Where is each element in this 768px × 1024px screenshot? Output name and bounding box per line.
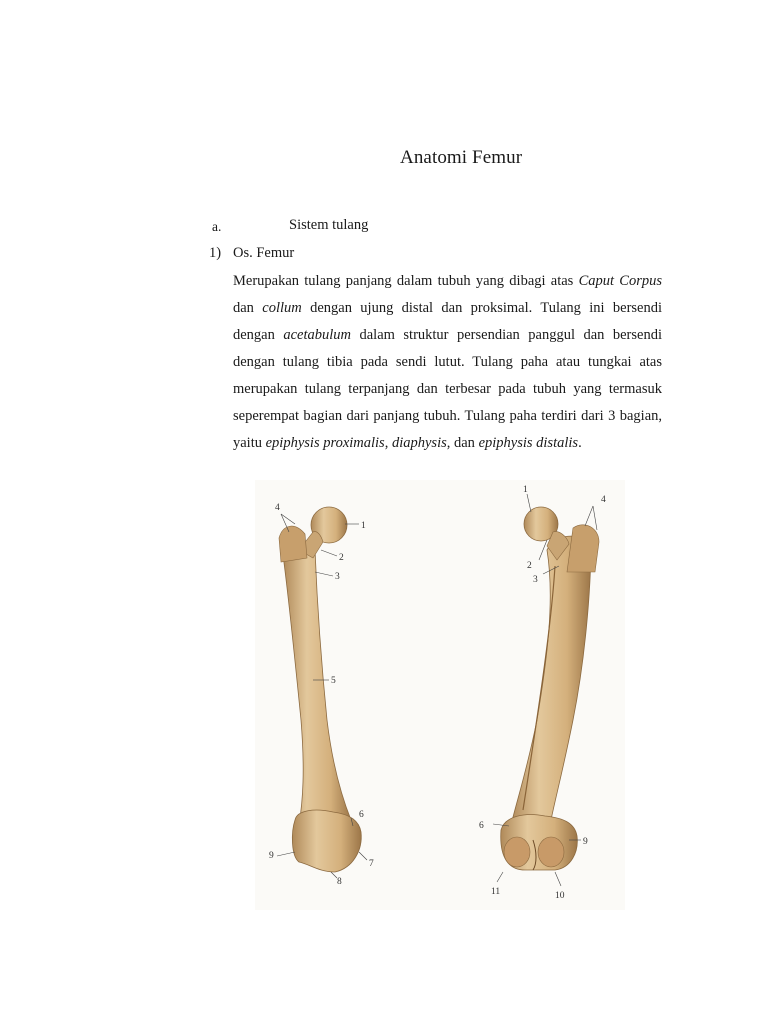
posterior-label-1: 1 <box>523 485 528 495</box>
posterior-label-2: 2 <box>527 561 532 571</box>
paragraph-text: , <box>384 435 392 451</box>
paragraph-text: dalam struktur persendian panggul dan bersendi dengan tulang tibia pada sendi lutut. Tulang paha atau tungkai atas merupakan tulang terpanjang dan terbesar pada tubuh yang termasuk seperempat bagian dari panjang tubuh. Tulang paha terdiri dari 3 bagian, yaitu <box>233 327 662 451</box>
anterior-label-1: 1 <box>361 521 366 531</box>
paragraph-text: dengan ujung distal dan proksimal. Tulang ini bersendi dengan <box>233 300 662 343</box>
posterior-label-11: 11 <box>491 887 501 897</box>
term-acetabulum: acetabulum <box>283 327 352 343</box>
posterior-label-10: 10 <box>555 891 565 901</box>
posterior-label-3: 3 <box>533 575 538 585</box>
item-title: Os. Femur <box>233 245 295 261</box>
anterior-label-5: 5 <box>331 676 336 686</box>
posterior-label-9: 9 <box>583 837 588 847</box>
term-epiphysis-proximalis: epiphysis proximalis <box>265 435 385 451</box>
term-diaphysis: diaphysis <box>391 435 447 451</box>
anterior-label-2: 2 <box>339 553 344 563</box>
anterior-label-7: 7 <box>369 859 374 869</box>
figure-labels <box>255 480 625 910</box>
anterior-label-3: 3 <box>335 572 340 582</box>
section-marker: a. <box>212 219 222 234</box>
posterior-label-4: 4 <box>601 495 606 505</box>
term-collum: collum <box>262 300 302 316</box>
paragraph-text: , dan <box>446 435 479 451</box>
anterior-label-9: 9 <box>269 851 274 861</box>
anterior-label-6: 6 <box>359 810 364 820</box>
paragraph-text: . <box>578 435 582 451</box>
paragraph-text: Merupakan tulang panjang dalam tubuh yang dibagi atas <box>233 273 579 289</box>
anterior-label-4: 4 <box>275 503 280 513</box>
term-caput-corpus: Caput Corpus <box>578 273 662 289</box>
body-paragraph <box>233 268 662 457</box>
term-epiphysis-distalis: epiphysis distalis <box>478 435 579 451</box>
paragraph-text: dan <box>233 300 263 316</box>
page-title: Anatomi Femur <box>400 147 523 168</box>
anterior-label-8: 8 <box>337 877 342 887</box>
posterior-label-6: 6 <box>479 821 484 831</box>
femur-figure <box>255 480 625 910</box>
section-title: Sistem tulang <box>289 217 369 233</box>
item-number: 1) <box>209 245 222 261</box>
